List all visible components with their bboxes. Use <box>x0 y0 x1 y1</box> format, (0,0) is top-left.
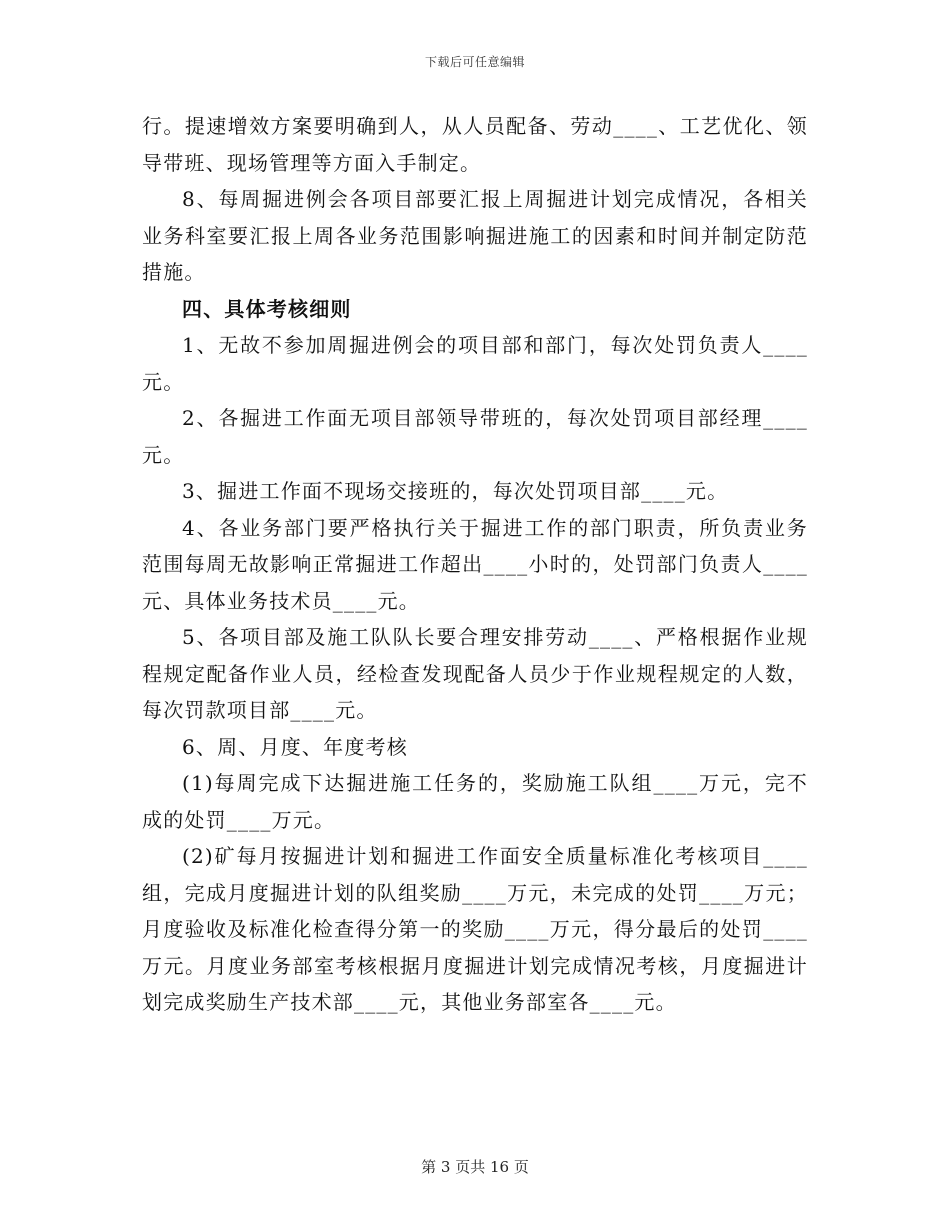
paragraph-item-1: 1、无故不参加周掘进例会的项目部和部门，每次处罚负责人____元。 <box>142 333 808 394</box>
paragraph-item-6: 6、周、月度、年度考核 <box>182 734 408 759</box>
paragraph-item-4: 4、各业务部门要严格执行关于掘进工作的部门职责，所负责业务范围每周无故影响正常掘进工作超出____小时的，处罚部门负责人____元、具体业务技术员____元。 <box>142 515 808 613</box>
page-number: 第 3 页共 16 页 <box>421 1158 529 1176</box>
document-body <box>142 108 808 1021</box>
section-heading: 四、具体考核细则 <box>182 296 352 321</box>
paragraph-item-8: 8、每周掘进例会各项目部要汇报上周掘进计划完成情况，各相关业务科室要汇报上周各业务范围影响掘进施工的因素和时间并制定防范措施。 <box>142 187 808 284</box>
paragraph-sub-item-2: (2)矿每月按掘进计划和掘进工作面安全质量标准化考核项目____组，完成月度掘进计划的队组奖励____万元，未完成的处罚____万元；月度验收及标准化检查得分第一的奖励____万元，得分最后的处罚____万元。月度业务部室考核根据月度掘进计划完成情况考核，月度掘进计划完成奖励生产技术部____元，其他业务部室各____元。 <box>142 844 808 1014</box>
paragraph-item-3: 3、掘进工作面不现场交接班的，每次处罚项目部____元。 <box>182 479 729 503</box>
paragraph-item-5: 5、各项目部及施工队队长要合理安排劳动____、严格根据作业规程规定配备作业人员，经检查发现配备人员少于作业规程规定的人数，每次罚款项目部____元。 <box>142 625 808 722</box>
paragraph-continuation: 行。提速增效方案要明确到人，从人员配备、劳动____、工艺优化、领导带班、现场管理等方面入手制定。 <box>142 114 808 175</box>
paragraph-item-2: 2、各掘进工作面无项目部领导带班的，每次处罚项目部经理____元。 <box>142 406 808 467</box>
paragraph-sub-item-1: (1)每周完成下达掘进施工任务的，奖励施工队组____万元，完不成的处罚____万元。 <box>142 771 808 832</box>
page-header: 下载后可任意编辑 <box>424 55 525 69</box>
